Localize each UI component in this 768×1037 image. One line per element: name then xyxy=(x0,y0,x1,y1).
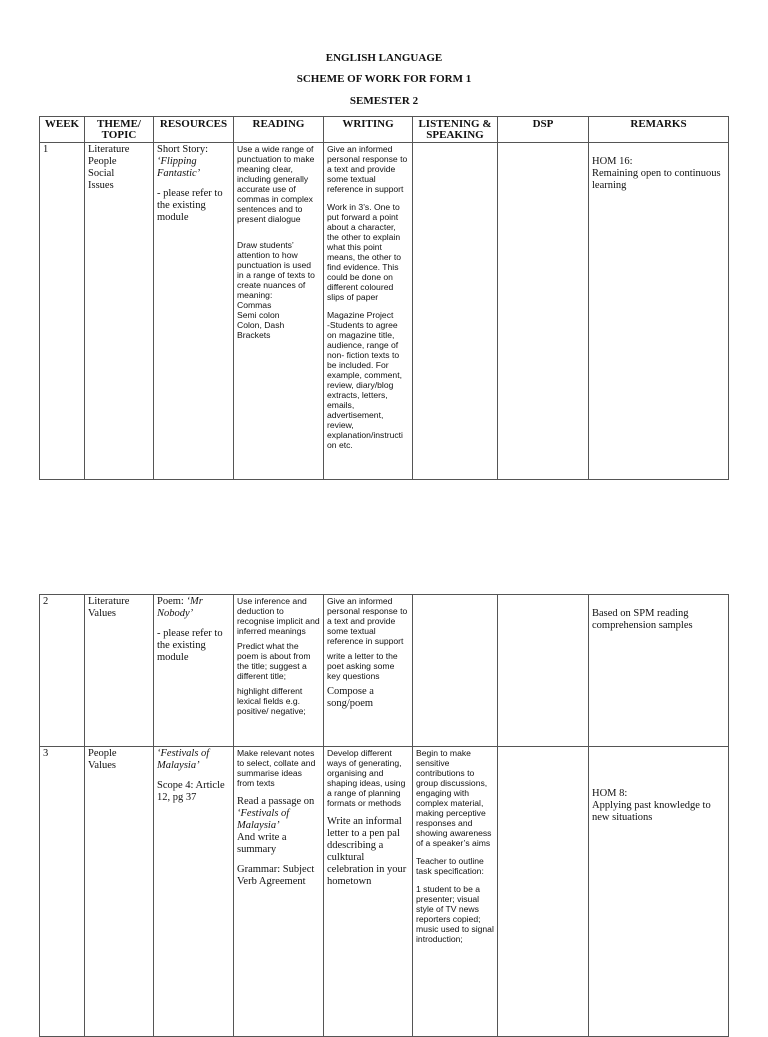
reading-cell xyxy=(234,595,324,747)
resource-title: ‘Festivals of Malaysia’ xyxy=(157,748,210,771)
column-header-writing: WRITING xyxy=(324,117,413,143)
reading-text: Use a wide range of punctuation to make meaning clear, including generally accurate use of commas in complex sentences and to present dialogue xyxy=(237,144,315,224)
remarks-cell xyxy=(589,595,729,747)
theme-line: Literature xyxy=(88,144,130,155)
theme-line: Literature xyxy=(88,596,130,607)
scheme-table-week-1 xyxy=(39,116,729,480)
listening-text: Begin to make sensitive contributions to group discussions, engaging with complex material, making perceptive responses and showing awareness of a speaker’s aims xyxy=(416,748,492,848)
reading-text: Grammar: Subject Verb Agreement xyxy=(237,864,315,887)
writing-text: Give an informed personal response to a text and provide some textual reference in support xyxy=(327,144,408,194)
reading-cell xyxy=(234,747,324,1037)
theme-line: People xyxy=(88,156,117,167)
week-cell: 2 xyxy=(40,595,85,747)
theme-line: People xyxy=(88,748,117,759)
writing-text: Write an informal letter to a pen pal ddescribing a culktural celebration in your hometown xyxy=(327,816,407,887)
reading-text: Colon, Dash xyxy=(237,320,285,330)
writing-text: Compose a song/poem xyxy=(327,686,374,709)
reading-text: Predict what the poem is about from the title; suggest a different title; xyxy=(237,641,311,681)
writing-text: Give an informed personal response to a text and provide some textual reference in support xyxy=(327,596,408,646)
column-header-resources: RESOURCES xyxy=(154,117,234,143)
column-header-theme: THEME/ TOPIC xyxy=(85,117,154,143)
writing-text: write a letter to the poet asking some key questions xyxy=(327,651,398,681)
theme-cell xyxy=(85,143,154,480)
table-row xyxy=(40,143,729,480)
remarks-text: Remaining open to continuous learning xyxy=(592,168,721,191)
resource-note: - please refer to the existing module xyxy=(157,628,223,663)
reading-text: Use inference and deduction to recognise implicit and inferred meanings xyxy=(237,596,320,636)
dsp-cell xyxy=(498,747,589,1037)
column-header-dsp: DSP xyxy=(498,117,589,143)
table-header-row xyxy=(40,117,729,143)
remarks-cell xyxy=(589,747,729,1037)
resource-prefix: Poem: xyxy=(157,596,184,607)
remarks-cell xyxy=(589,143,729,480)
scheme-title: SCHEME OF WORK FOR FORM 1 xyxy=(296,73,472,85)
writing-cell xyxy=(324,747,413,1037)
week-cell: 3 xyxy=(40,747,85,1037)
theme-cell xyxy=(85,595,154,747)
resource-prefix: Short Story: xyxy=(157,144,209,155)
reading-text: highlight different lexical fields e.g. positive/ negative; xyxy=(237,686,306,716)
writing-cell xyxy=(324,595,413,747)
theme-cell xyxy=(85,747,154,1037)
table-row xyxy=(40,595,729,747)
writing-text: Develop different ways of generating, organising and shaping ideas, using a range of planning formats or methods xyxy=(327,748,406,808)
resources-cell xyxy=(154,143,234,480)
table-row xyxy=(40,747,729,1037)
reading-text: Semi colon xyxy=(237,310,280,320)
resource-note: Scope 4: Article 12, pg 37 xyxy=(157,780,225,803)
remarks-text: Based on SPM reading comprehension samples xyxy=(592,608,693,631)
dsp-cell xyxy=(498,595,589,747)
reading-text: Brackets xyxy=(237,330,271,340)
writing-text: -Students to agree on magazine title, audience, range of non- fiction texts to be included. For example, comment, review, diary/blog extracts, letters, emails, advertisement, review, explanation/instructi on etc. xyxy=(327,320,403,450)
resource-title: ‘Flipping Fantastic’ xyxy=(157,156,201,179)
column-header-remarks: REMARKS xyxy=(589,117,729,143)
resource-title: ‘Mr Nobody’ xyxy=(157,596,203,619)
resource-note: - please refer to the existing module xyxy=(157,188,223,223)
listening-speaking-cell xyxy=(413,143,498,480)
remarks-text: HOM 8: xyxy=(592,788,628,799)
reading-text: Read a passage on xyxy=(237,796,315,807)
writing-text: Work in 3’s. One to put forward a point about a character, the other to explain what this point means, the other to find evidence. This could be done on different coloured slips of paper xyxy=(327,202,402,302)
reading-cell xyxy=(234,143,324,480)
document-title: ENGLISH LANGUAGE xyxy=(325,52,443,64)
remarks-text: HOM 16: xyxy=(592,156,633,167)
listening-speaking-cell xyxy=(413,747,498,1037)
listening-text: Teacher to outline task specification: xyxy=(416,856,484,876)
reading-text: ‘Festivals of Malaysia’ xyxy=(237,808,290,831)
scheme-table-weeks-2-3 xyxy=(39,594,729,1037)
writing-text: Magazine Project xyxy=(327,310,394,320)
resources-cell xyxy=(154,747,234,1037)
resources-cell xyxy=(154,595,234,747)
column-header-listening-speaking: LISTENING & SPEAKING xyxy=(413,117,498,143)
column-header-week: WEEK xyxy=(40,117,85,143)
theme-line: Issues xyxy=(88,180,114,191)
semester-title: SEMESTER 2 xyxy=(349,95,419,107)
column-header-reading: READING xyxy=(234,117,324,143)
writing-cell xyxy=(324,143,413,480)
theme-line: Values xyxy=(88,608,116,619)
theme-line: Social xyxy=(88,168,115,179)
listening-speaking-cell xyxy=(413,595,498,747)
dsp-cell xyxy=(498,143,589,480)
reading-text: Commas xyxy=(237,300,272,310)
remarks-text: Applying past knowledge to new situations xyxy=(592,800,711,823)
reading-text: Make relevant notes to select, collate and summarise ideas from texts xyxy=(237,748,316,788)
reading-text: Draw students’ attention to how punctuation is used in a range of texts to create nuances of meaning: xyxy=(237,240,315,300)
reading-text: And write a summary xyxy=(237,832,287,855)
theme-line: Values xyxy=(88,760,116,771)
listening-text: 1 student to be a presenter; visual style of TV news reporters copied; music used to signal introduction; xyxy=(416,884,494,944)
week-cell: 1 xyxy=(40,143,85,480)
